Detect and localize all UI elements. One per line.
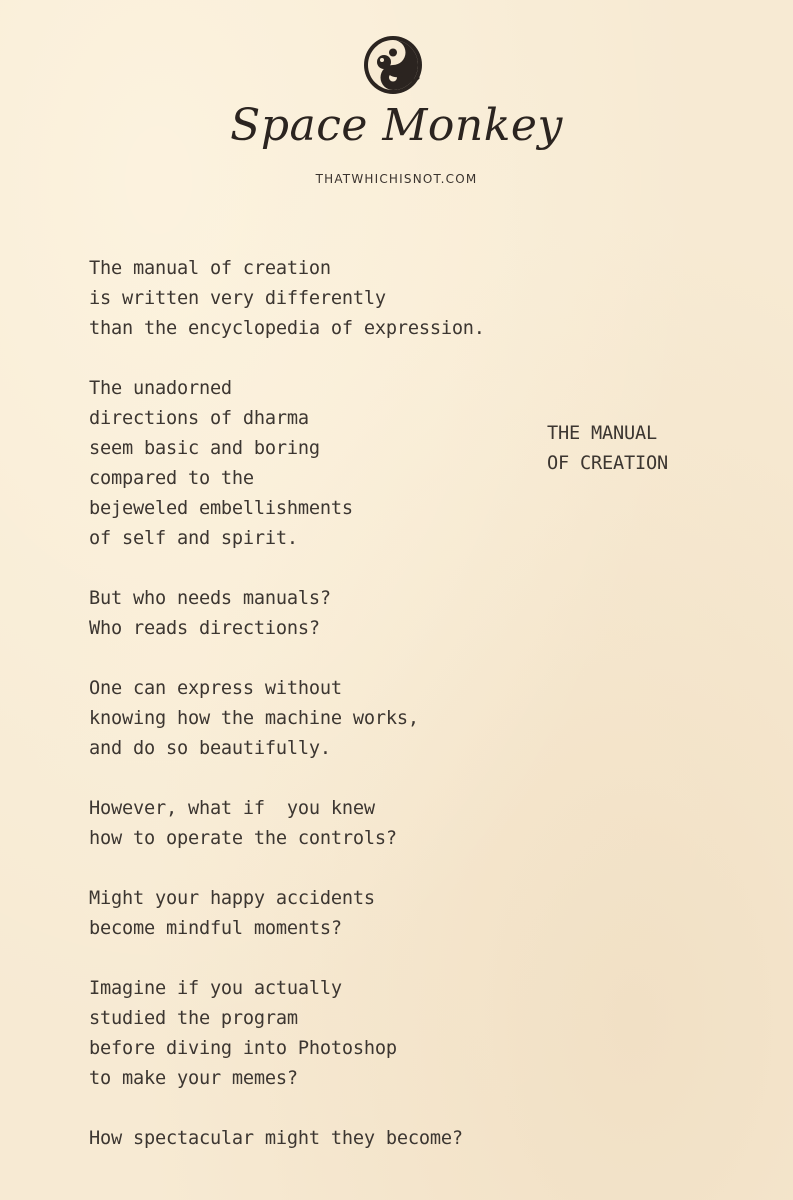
poem-line: Imagine if you actually [89,978,342,999]
stanza [89,794,559,854]
side-title [547,419,747,479]
brand-title: Space Monkey [230,100,563,151]
poem-line: Who reads directions? [89,618,320,639]
poem-line: is written very differently [89,288,386,309]
stanza [89,1124,559,1154]
side-title-line: OF CREATION [547,453,668,474]
poem-line: Might your happy accidents [89,888,375,909]
poem-line: of self and spirit. [89,528,298,549]
stanza [89,974,559,1094]
space-monkey-logo-icon [362,34,424,96]
stanza [89,584,559,644]
poem-line: seem basic and boring [89,438,320,459]
stanza [89,674,559,764]
poem-line: The unadorned [89,378,232,399]
poem-body [89,254,559,1184]
stanza [89,254,559,344]
poem-line: compared to the [89,468,254,489]
poem-line: The manual of creation [89,258,331,279]
poem-line: However, what if you knew [89,798,375,819]
poem-line: to make your memes? [89,1068,298,1089]
poem-line: and do so beautifully. [89,738,331,759]
poem-line: But who needs manuals? [89,588,331,609]
side-title-line: THE MANUAL [547,423,657,444]
poem-line: directions of dharma [89,408,309,429]
poem-line: One can express without [89,678,342,699]
site-url: THATWHICHISNOT.COM [315,172,478,186]
poem-line: knowing how the machine works, [89,708,419,729]
poem-line: bejeweled embellishments [89,498,353,519]
poem-line: studied the program [89,1008,298,1029]
stanza [89,374,559,554]
poem-line: become mindful moments? [89,918,342,939]
poem-line: How spectacular might they become? [89,1128,463,1149]
poem-line: than the encyclopedia of expression. [89,318,485,339]
stanza [89,884,559,944]
poem-line: how to operate the controls? [89,828,397,849]
poem-line: before diving into Photoshop [89,1038,397,1059]
